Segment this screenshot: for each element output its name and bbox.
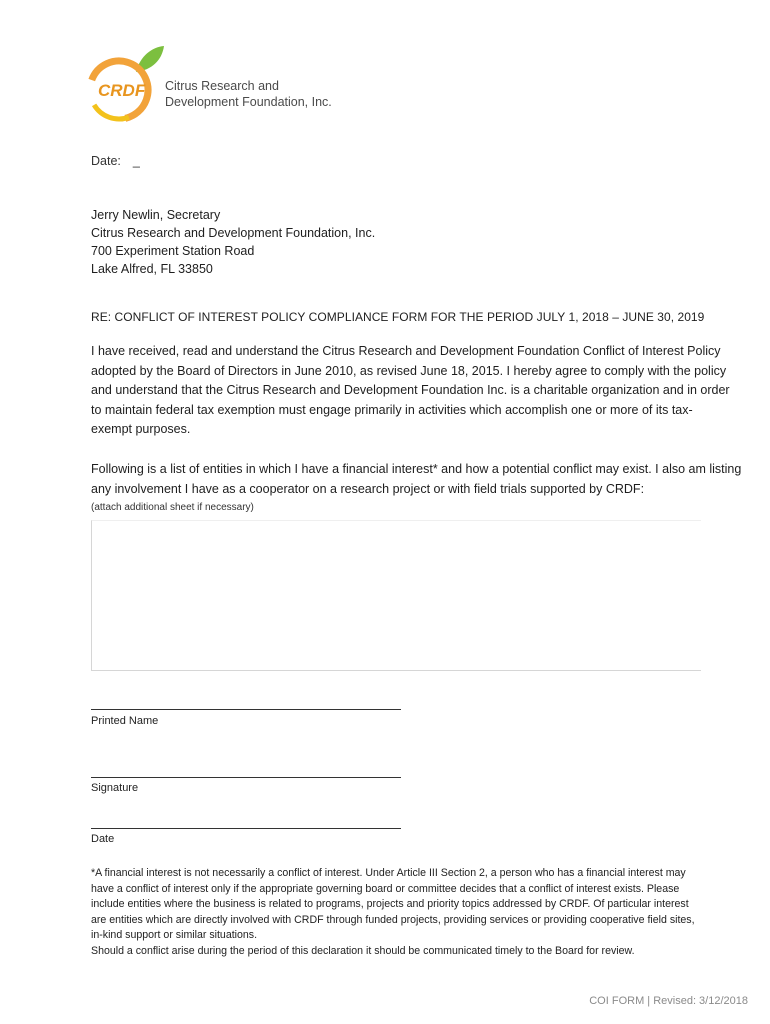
entities-intro-paragraph: Following is a list of entities in which I have a financial interest* and how a potential conflict may exist. I also am listing any involvement I have as a cooperator on a research project or with field trials supported by CRDF: xyxy=(91,462,742,496)
footnote-definition: *A financial interest is not necessarily a conflict of interest. Under Article III Section 2, a person who has a financial interest may have a conflict of interest only if the appropriate governing board or committee decides that a conflict of interest exists. Please include entities where the business is related to programs, projects and priority topics addressed by CRDF. Of particular interest are entities which are directly involved with CRDF through funded projects, providing services or providing cooperative field sites, in-kind support or similar situations. xyxy=(91,867,695,942)
re-line: RE: CONFLICT OF INTEREST POLICY COMPLIANCE FORM FOR THE PERIOD JULY 1, 2018 – JUNE 30, 2019 xyxy=(91,310,705,324)
recipient-city: Lake Alfred, FL 33850 xyxy=(91,262,213,276)
printed-name-line[interactable] xyxy=(91,709,401,710)
date-label: Date: xyxy=(91,154,121,168)
page-footer: COI FORM | Revised: 3/12/2018 xyxy=(589,995,748,1007)
date-signature-line[interactable] xyxy=(91,828,401,829)
recipient-name: Jerry Newlin, Secretary xyxy=(91,208,221,222)
attach-note: (attach additional sheet if necessary) xyxy=(91,502,254,513)
org-name-line2: Development Foundation, Inc. xyxy=(165,95,332,109)
org-name-line1: Citrus Research and xyxy=(165,79,279,93)
policy-acknowledgement-paragraph: I have received, read and understand the Citrus Research and Development Foundation Conflict of Interest Policy adopted by the Board of Directors in June 2010, as revised June 18, 2015. I hereby agree to comply with the policy and understand that the Citrus Research and Development Foundation Inc. is a charitable organization and in order to maintain federal tax exemption must engage primarily in activities which accomplish one or more of its tax-exempt purposes. xyxy=(91,344,730,437)
footnote xyxy=(91,866,701,960)
recipient-street: 700 Experiment Station Road xyxy=(91,244,255,258)
date-line xyxy=(91,154,140,168)
date-signature-label: Date xyxy=(91,833,115,845)
printed-name-label: Printed Name xyxy=(91,715,159,727)
org-name xyxy=(165,78,332,110)
recipient-org: Citrus Research and Development Foundation, Inc. xyxy=(91,226,376,240)
entities-text-area[interactable] xyxy=(91,520,701,671)
logo-mark: CRDF xyxy=(98,81,146,100)
footnote-reporting: Should a conflict arise during the period of this declaration it should be communicated timely to the Board for review. xyxy=(91,944,635,957)
signature-line[interactable] xyxy=(91,777,401,778)
date-value[interactable]: _ xyxy=(132,154,140,168)
signature-label: Signature xyxy=(91,782,139,794)
recipient-address xyxy=(91,206,375,278)
